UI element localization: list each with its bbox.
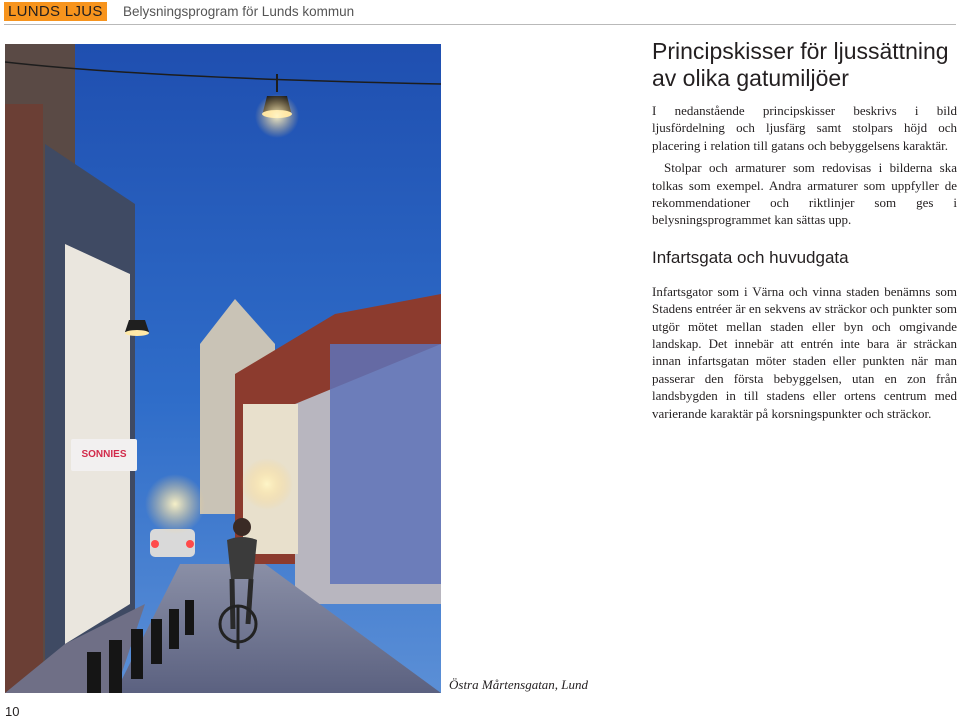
brand-label: LUNDS LJUS [4, 2, 107, 21]
body-paragraph: Infartsgator som i Värna och vinna staden benämns som Stadens entréer är en sekvens av sträckor och punkter som utgör mötet mellan staden eller byn och omgivande landskap. Det innebär att entrén inte bara är sträckan innan infartsgatan möter staden eller punkten när man passerar den första bebyggelsen, utan en zon från landsbygden in till stadens eller ortens centrum med varierande karaktär på korsningspunkter och sträckor. [652, 283, 957, 421]
main-heading: Principskisser för ljussättning av olika gatumiljöer [652, 38, 949, 91]
photo-caption: Östra Mårtensgatan, Lund [449, 677, 589, 692]
text-column [652, 38, 957, 422]
shop-sign-text: SONNIES [81, 449, 127, 460]
page-number: 10 [5, 704, 20, 719]
document-title: Belysningsprogram för Lunds kommun [123, 4, 355, 19]
second-paragraph: Stolpar och armaturer som redovisas i bilderna ska tolkas som exempel. Andra armaturer som uppfyller de rekommendationer och riktlinjer som ges i belysningsprogrammet kan sättas upp. [652, 160, 957, 228]
section-heading: Infartsgata och huvudgata [652, 247, 849, 267]
intro-paragraph: I nedanstående principskisser beskrivs i bild ljusfördelning och ljusfärg samt stolpars höjd och placering i relation till gatans och bebyggelsens karaktär. [652, 103, 957, 153]
street-photo-illustration [5, 44, 441, 693]
street-photo [5, 44, 441, 693]
page-header [4, 2, 956, 24]
header-divider [4, 24, 956, 25]
